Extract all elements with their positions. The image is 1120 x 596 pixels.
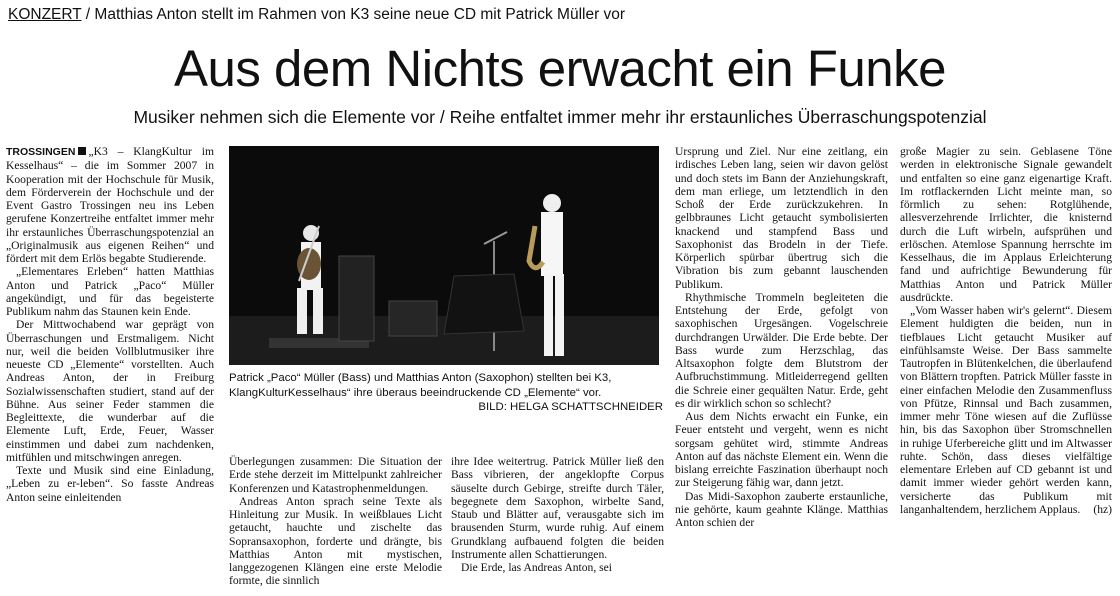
headline: Aus dem Nichts erwacht ein Funke xyxy=(173,40,946,97)
article-paragraph: Rhythmische Trommeln begleiteten die Entstehung der Erde, gefolgt von saxophischen Urgesängen. Vogelschreie durchdrangen Urwälder. Die Erde bebte. Der Bass wurde zum Herzschlag, das Altsaxophon folgte dem Blutstrom der Aufbruchstimmung. Mitleiderregend gellten die Schreie einer gequälten Natur. Erde, geht es dir wirklich schon so schlecht? xyxy=(675,290,888,410)
paragraph-text: „Vom Wasser haben wir's gelernt“. Diesem Element huldigten die beiden, nun in tiefblaues Licht getaucht Musiker auf einfühlsamste Weise. Der Bass sammelte Tautropfen in Blütenkelchen, die überlaufend von Blättern tropften. Patrick Müller fasste in einer einfachen Melodie den Zusammenfluss von Pfütze, Rinnsal und Bach zusammen, immer mehr Töne wiesen auf die Zuflüsse hin, bis das Saxophon über Stromschnellen in ruhige Uferbereiche glitt und im Altwasser ruhte. Schön, dass dieses vielfältige elementare Erleben auf CD gebannt ist und damit immer wieder gehört werden kann, versicherte das Publikum mit langanhaltendem, herzlichem Applaus. xyxy=(900,304,1112,516)
article-paragraph: Das Midi-Saxophon zauberte erstaunliche, nie gehörte, kaum geahnte Klänge. Matthias Anton schien der xyxy=(675,489,888,529)
subheadline: Musiker nehmen sich die Elemente vor / Reihe entfaltet immer mehr ihr erstaunliches Überraschungspotenzial xyxy=(133,107,987,127)
article-paragraph: Aus dem Nichts erwacht ein Funke, ein Feuer entsteht und vergeht, wenn es nicht sorgsam gehütet wird, stimmte Andreas Anton auf das nächste Element ein. Wenn die bislang erreichte Faszination überhaupt noch zur Steigerung fähig war, dann jetzt. xyxy=(675,410,888,490)
article-column-1 xyxy=(6,145,214,593)
kicker-line xyxy=(8,5,1112,25)
article-paragraph: Andreas Anton sprach seine Texte als Hinleitung zur Musik. In weißblaues Licht getaucht, hauchte und zischelte das Sopransaxophon, forderte und drängte, bis Matthias Anton mit mystischen, langgezogenen Klängen eine erste Melodie formte, die sinnlich xyxy=(229,494,442,588)
photo-credit: BILD: HELGA SCHATTSCHNEIDER xyxy=(478,401,663,413)
dateline: TROSSINGEN xyxy=(6,146,76,158)
article-paragraph: Überlegungen zusammen: Die Situation der Erde stehe derzeit im Mittelpunkt zahlreicher Konferenzen und Katastrophenmeldungen. xyxy=(229,455,442,495)
article-paragraph: Der Mittwochabend war geprägt von Überraschungen und Erstmaligem. Nicht nur, weil die beiden Vollblutmusiker ihre neueste CD „Elemente“ vorstellten. Auch Andreas Anton, der in Freiburg Sozialwissenschaften studiert, stand auf der Bühne. Aus seiner Feder stammen die Begleittexte, die wunderbar auf die Elemente Luft, Erde, Feuer, Wasser einstimmen und dabei zum nachdenken, mitfühlen und mitschwingen anregen. xyxy=(6,318,214,464)
concert-photo xyxy=(229,146,659,365)
photo-caption xyxy=(229,371,663,415)
article-column-4 xyxy=(675,145,888,593)
article-column-2 xyxy=(229,455,442,593)
article-paragraph xyxy=(900,304,1112,516)
article-paragraph: große Magier zu sein. Geblasene Töne werden in elektronische Signale gewandelt und entfalten so eine ganz eigenartige Kraft. Im rotflackernden Licht meinte man, so förmlich zu sehen: Rotglühende, allesverzehrende Irrlichter, die knisternd durch die Luft wirbeln, aufsprühen und erlöschen. Atemlose Spannung herrschte im Kesselhaus, die im Applaus Erleichterung fand und aufrichtige Bewunderung für Matthias Anton und Patrick Müller ausdrückte. xyxy=(900,145,1112,304)
article-paragraph: ihre Idee weitertrug. Patrick Müller ließ den Bass vibrieren, der angeklopfte Corpus säuselte durch Gebirge, streifte durch Täler, begegnete dem Saxophon, wirbelte Sand, Staub und Blätter auf, verausgabte sich im brausenden Sturm, wurde ruhig. Auf einem Grundklang aufbauend folgten die beiden Instrumente allen Schattierungen. xyxy=(451,455,664,561)
article-paragraph: Die Erde, las Andreas Anton, sei xyxy=(461,561,613,574)
section-tag: KONZERT xyxy=(8,6,82,23)
dateline-square-icon xyxy=(78,147,86,155)
caption-text: Patrick „Paco“ Müller (Bass) und Matthias Anton (Saxophon) stellten bei K3, KlangKulturKesselhaus“ ihre überaus beeindruckende CD „Elemente“ vor. xyxy=(229,372,612,399)
paragraph-text: „K3 – KlangKultur im Kesselhaus“ – die im Sommer 2007 in Kooperation mit der Hochschule für Musik, dem Förderverein der Hochschule und der Event Gastro Trossingen neu ins Leben gerufene Konzertreihe entfaltet immer mehr ihr erstaunliches Überraschungspotenzial an „Originalmusik aus eigenen Reihen“ und fördert mit dem Erlös begabte Studierende. xyxy=(6,145,214,265)
concert-stage-image xyxy=(229,146,659,365)
article-paragraph: Texte und Musik sind eine Einladung, „Leben zu er-leben“. So fasste Andreas Anton seine einleitenden xyxy=(6,464,214,504)
article-column-3 xyxy=(451,455,664,593)
author-signature: (hz) xyxy=(1093,502,1112,516)
article-paragraph: Ursprung und Ziel. Nur eine zeitlang, ein irdisches Leben lang, seien wir davon gelöst und doch stets im Bann der Anziehungskraft, dem man erliege, um letztendlich in den Schoß der Erde zurückzukehren. In gelbbraunes Licht getaucht symbolisierten knackend und stampfend Bass und Saxophonist das Brodeln in der Tiefe. Körperlich spürbar übertrug sich die Vibration bis zum gebannt lauschenden Publikum. xyxy=(675,145,888,291)
article-paragraph: „Elementares Erleben“ hatten Matthias Anton und Patrick „Paco“ Müller angekündigt, und für das begeisterte Publikum nahm das Staunen kein Ende. xyxy=(6,265,214,318)
article-column-5 xyxy=(900,145,1112,593)
kicker-text: / Matthias Anton stellt im Rahmen von K3 seine neue CD mit Patrick Müller vor xyxy=(81,6,626,23)
article-paragraph xyxy=(6,145,214,265)
